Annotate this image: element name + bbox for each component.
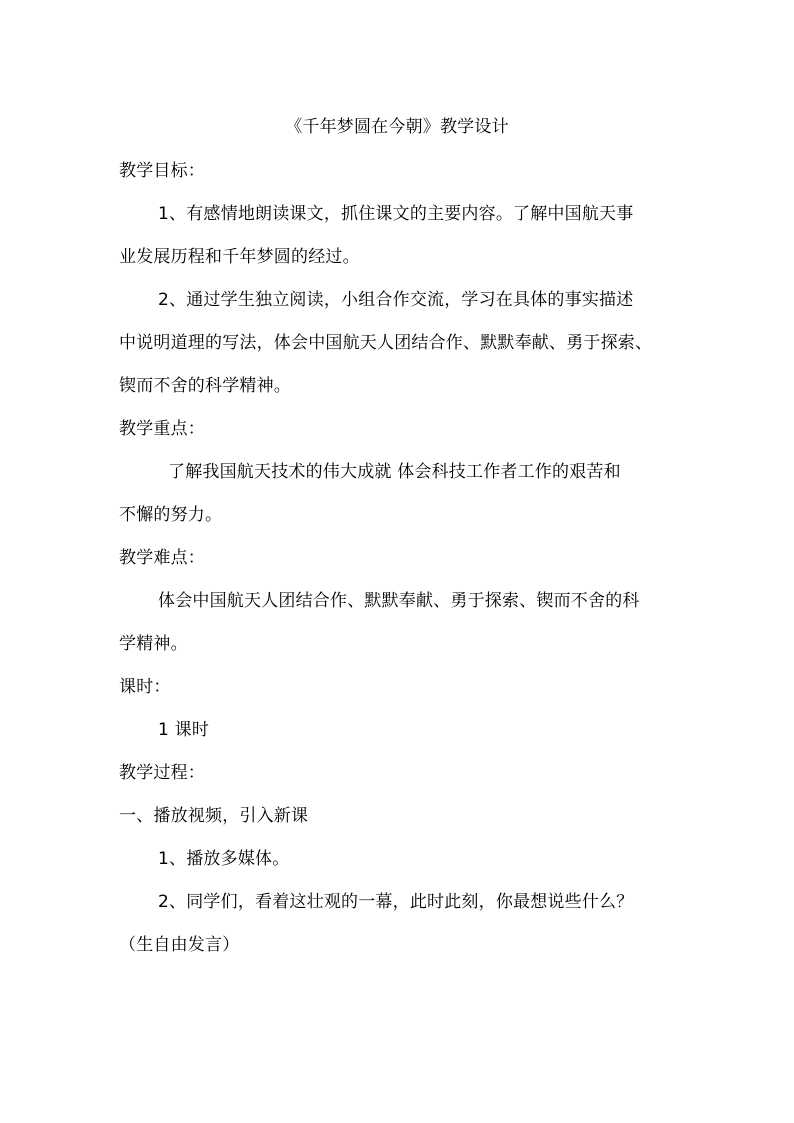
paragraph-line: 业发展历程和千年梦圆的经过。	[119, 247, 360, 267]
paragraph-line: 2、通过学生独立阅读，小组合作交流，学习在具体的事实描述	[158, 290, 634, 310]
paragraph-line: 1 课时	[158, 720, 210, 740]
section-heading-key-points: 教学重点：	[119, 419, 205, 439]
paragraph-line: 不懈的努力。	[119, 505, 223, 525]
paragraph-line: 体会中国航天人团结合作、默默奉献、勇于探索、锲而不舍的科	[158, 591, 640, 611]
paragraph-line: 1、有感情地朗读课文，抓住课文的主要内容。了解中国航天事	[158, 204, 634, 224]
section-heading-class-hours: 课时：	[119, 677, 171, 697]
section-heading-objectives: 教学目标：	[119, 161, 205, 181]
step-heading: 一、播放视频，引入新课	[119, 806, 309, 826]
paragraph-line: 了解我国航天技术的伟大成就 体会科技工作者工作的艰苦和	[168, 462, 621, 482]
paragraph-line: 中说明道理的写法，体会中国航天人团结合作、默默奉献、勇于探索、	[119, 333, 653, 353]
section-heading-process: 教学过程：	[119, 763, 205, 783]
section-heading-difficulties: 教学难点：	[119, 548, 205, 568]
paragraph-line: 1、播放多媒体。	[158, 849, 290, 869]
paragraph-line: （生自由发言）	[119, 935, 240, 955]
paragraph-line: 锲而不舍的科学精神。	[119, 376, 291, 396]
paragraph-line: 2、同学们，看着这壮观的一幕，此时此刻，你最想说些什么？	[158, 892, 634, 912]
paragraph-line: 学精神。	[119, 634, 188, 654]
document-title: 《千年梦圆在今朝》教学设计	[285, 117, 509, 137]
